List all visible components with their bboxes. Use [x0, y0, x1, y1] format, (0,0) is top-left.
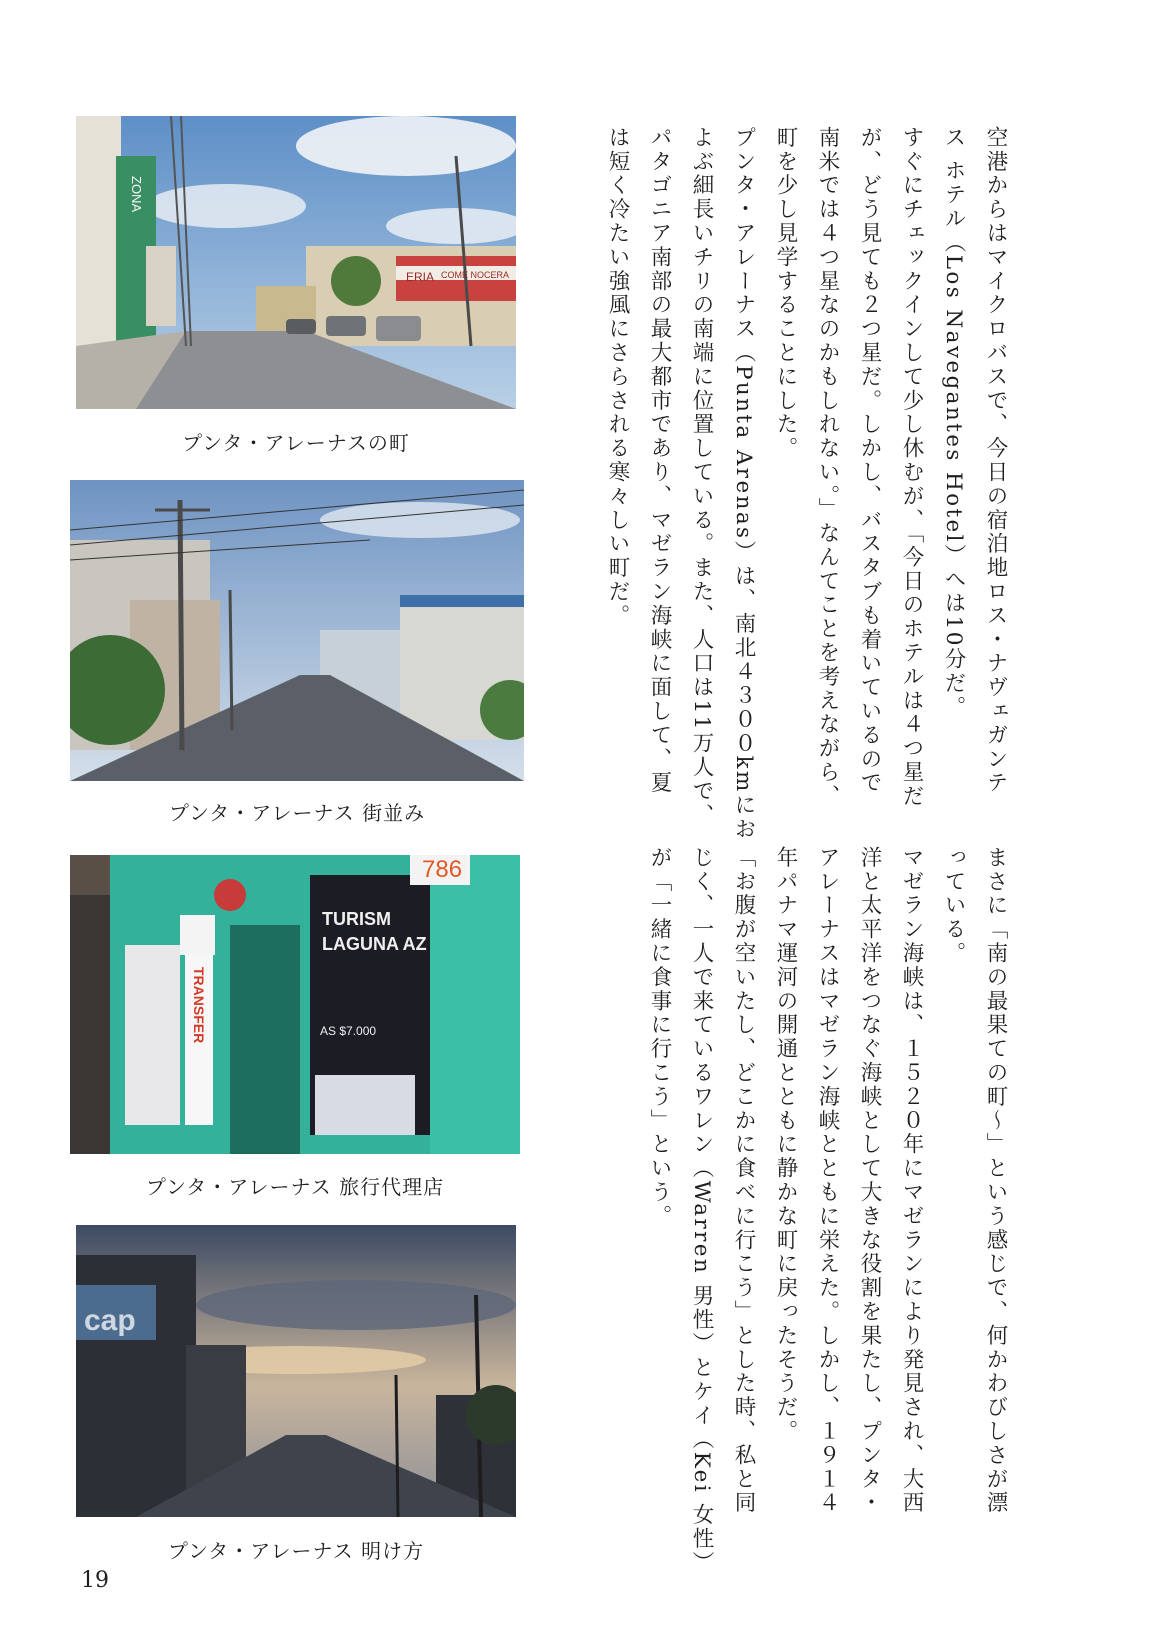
sign-nocera: COME NOCERA — [441, 270, 510, 280]
photo-travel-agency-image — [70, 855, 520, 1154]
sign-price: AS $7.000 — [320, 1024, 377, 1038]
photo-streetscape-image — [70, 480, 524, 781]
photo-town — [76, 116, 516, 409]
sign-transfer: TRANSFER — [191, 967, 207, 1044]
caption-town: プンタ・アレーナスの町 — [182, 431, 410, 455]
text-line: マゼラン海峡は、１５２０年にマゼランにより発見され、大西 — [899, 846, 924, 1516]
text-line: 空港からはマイクロバスで、今日の宿泊地ロス・ナヴェガンテ — [983, 126, 1008, 796]
page-number: 19 — [81, 1568, 109, 1593]
sign-eria: ERIA — [406, 270, 435, 284]
photo-town-image — [76, 116, 516, 409]
text-line: 年パナマ運河の開通とともに静かな町に戻ったそうだ。 — [773, 846, 798, 1444]
caption-travel-agency: プンタ・アレーナス 旅行代理店 — [145, 1175, 445, 1199]
body-text-upper — [596, 126, 1016, 842]
text-line: が「一緒に食事に行こう」という。 — [647, 846, 672, 1229]
text-line: じく、一人で来ているワレン（Warren 男性）とケイ（Kei 女性） — [689, 846, 714, 1575]
text-line: まさに「南の最果ての町～」という感じで、何かわびしさが漂 — [983, 846, 1008, 1516]
sign-turism: TURISM — [322, 909, 391, 929]
body-text-lower — [638, 846, 1016, 1575]
photo-dawn — [76, 1225, 516, 1517]
text-line: ス ホテル（Los Navegantes Hotel）へは10分だ。 — [941, 126, 966, 720]
text-line: パタゴニア南部の最大都市であり、マゼラン海峡に面して、夏 — [647, 126, 672, 796]
text-line: が、どう見ても２つ星だ。しかし、バスタブも着いているので — [857, 126, 882, 796]
text-line: アレーナスはマゼラン海峡とともに栄えた。しかし、１９１４ — [815, 846, 840, 1516]
text-line: すぐにチェックインして少し休むが、「今日のホテルは４つ星だ — [899, 126, 924, 809]
sign-laguna: LAGUNA AZ — [322, 934, 427, 954]
caption-dawn: プンタ・アレーナス 明け方 — [167, 1539, 425, 1563]
sign-inacap: cap — [84, 1304, 136, 1337]
text-line: っている。 — [941, 846, 966, 966]
caption-streetscape: プンタ・アレーナス 街並み — [168, 801, 426, 825]
photo-dawn-image — [76, 1225, 516, 1517]
text-line: プンタ・アレーナス（Punta Arenas）は、南北４３００kmにお — [731, 126, 756, 842]
text-line: 洋と太平洋をつなぐ海峡として大きな役割を果たし、プンタ・ — [857, 846, 882, 1516]
text-line: は短く冷たい強風にさらされる寒々しい町だ。 — [605, 126, 630, 628]
sign-zona: ZONA — [129, 176, 144, 213]
text-line: 町を少し見学することにした。 — [773, 126, 798, 461]
text-line: よぶ細長いチリの南端に位置している。また、人口は11万人で、 — [689, 126, 714, 828]
text-line: 南米では４つ星なのかもしれない。」なんてことを考えながら、 — [815, 126, 840, 809]
text-line: 「お腹が空いたし、どこかに食べに行こう」とした時、私と同 — [731, 846, 756, 1516]
sign-786: 786 — [422, 856, 463, 883]
photo-streetscape — [70, 480, 524, 781]
photo-travel-agency — [70, 855, 520, 1154]
